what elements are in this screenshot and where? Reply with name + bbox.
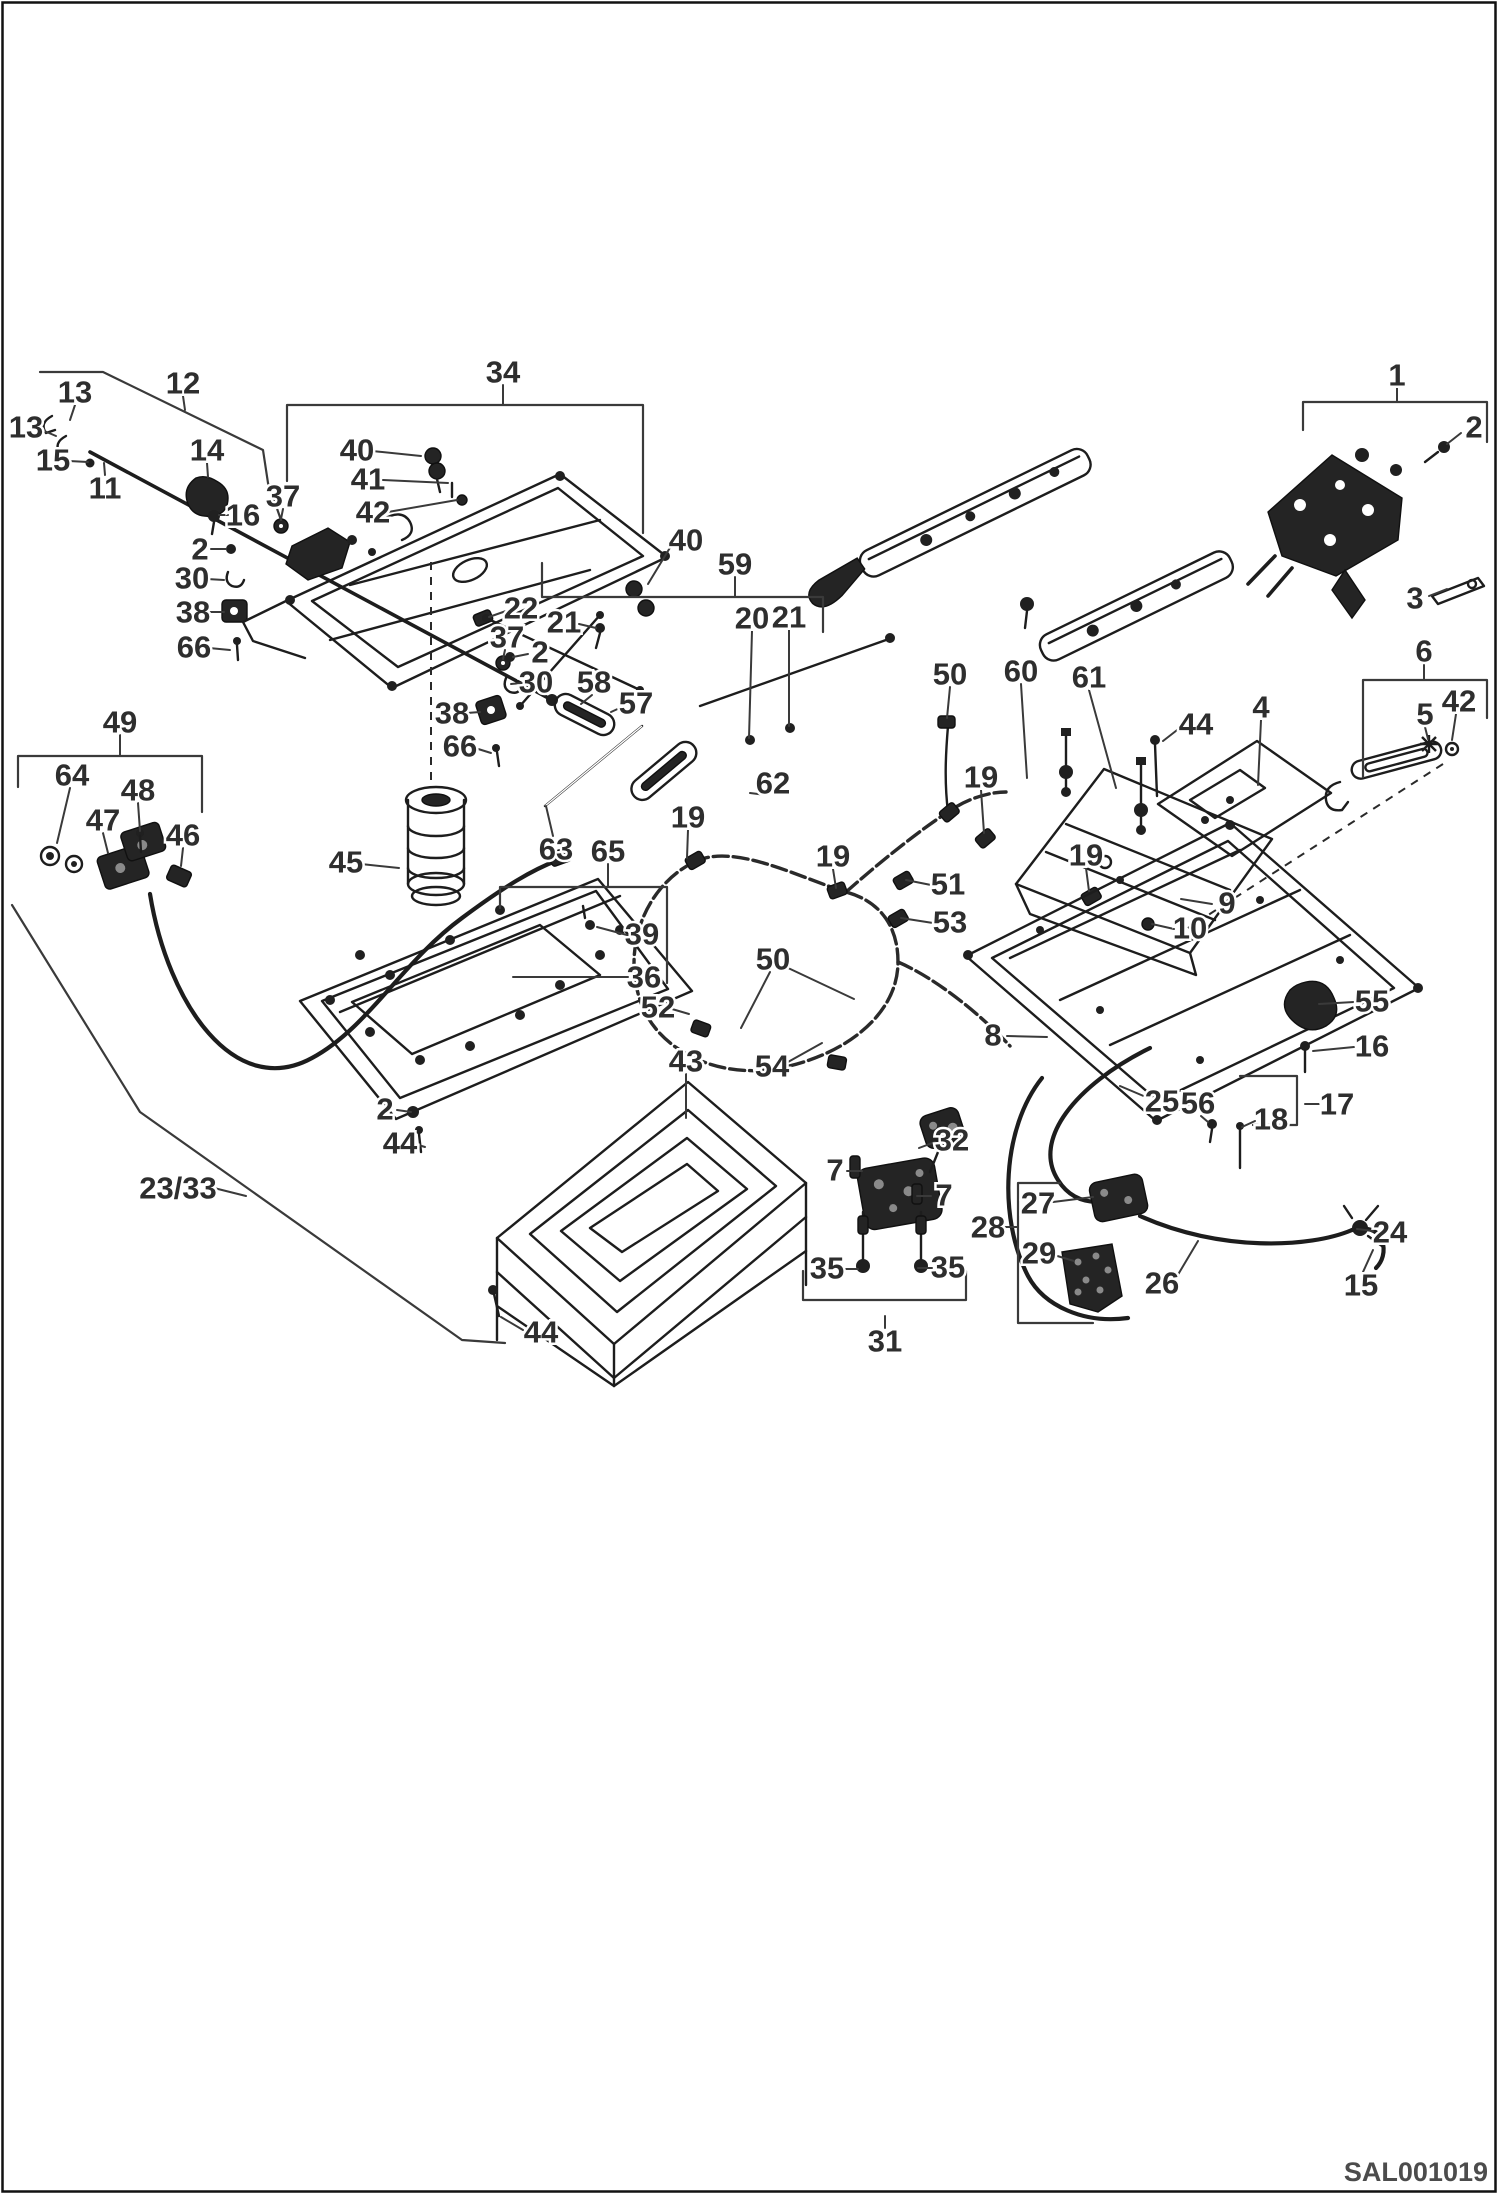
part-label-2: 2 [531,634,549,670]
part-label-32: 32 [934,1122,970,1158]
part-label-16: 16 [225,497,261,533]
part-label-18: 18 [1253,1101,1289,1137]
part-label-44: 44 [523,1314,559,1350]
part-label-40: 40 [339,432,375,468]
part-label-30: 30 [174,560,210,596]
part-label-47: 47 [85,802,121,838]
part-label-64: 64 [54,757,90,793]
part-label-52: 52 [640,989,676,1025]
part-label-19: 19 [815,838,851,874]
part-label-20: 20 [734,600,770,636]
part-label-2: 2 [1465,409,1483,445]
part-label-63: 63 [538,831,574,867]
part-label-39: 39 [624,916,660,952]
part-label-27: 27 [1020,1185,1056,1221]
part-label-66: 66 [176,629,212,665]
part-label-46: 46 [165,817,201,853]
part-label-16: 16 [1354,1028,1390,1064]
part-label-56: 56 [1180,1085,1216,1121]
part-label-25: 25 [1144,1083,1180,1119]
part-label-31: 31 [867,1323,903,1359]
part-label-5: 5 [1416,696,1434,732]
part-label-21: 21 [771,599,807,635]
part-label-34: 34 [485,354,521,390]
part-label-26: 26 [1144,1265,1180,1301]
part-label-44: 44 [1178,706,1214,742]
part-label-28: 28 [970,1209,1006,1245]
part-label-4: 4 [1252,689,1270,725]
part-label-45: 45 [328,844,364,880]
part-label-7: 7 [826,1152,844,1188]
part-label-54: 54 [754,1048,790,1084]
part-label-61: 61 [1071,659,1107,695]
part-label-2: 2 [376,1091,394,1127]
part-label-37: 37 [489,619,525,655]
part-label-22: 22 [503,590,539,626]
leader-line [1007,1036,1047,1037]
part-label-37: 37 [265,478,301,514]
star-bolt [1420,735,1438,753]
part-label-44: 44 [382,1125,418,1161]
part-label-60: 60 [1003,653,1039,689]
part-label-40: 40 [668,522,704,558]
part-label-41: 41 [350,461,386,497]
part-label-35: 35 [809,1250,845,1286]
part-label-42: 42 [355,494,391,530]
watermark: SAL001019 [1343,2157,1488,2187]
page-border [3,3,1496,2192]
part-label-13: 13 [57,374,93,410]
part-label-19: 19 [670,799,706,835]
part-label-19: 19 [1068,837,1104,873]
part-label-21: 21 [546,604,582,640]
part-label-55: 55 [1354,983,1390,1019]
part-label-24: 24 [1372,1214,1408,1250]
part-label-30: 30 [518,664,554,700]
part-label-19: 19 [963,759,999,795]
leader-line [69,461,88,462]
part-label-13: 13 [8,409,44,445]
part-label-2: 2 [191,531,209,567]
part-label-15: 15 [1343,1267,1379,1303]
part-label-15: 15 [35,442,71,478]
part-label-11: 11 [88,470,122,506]
part-label-65: 65 [590,833,626,869]
part-label-49: 49 [102,704,138,740]
part-label-58: 58 [576,664,612,700]
part-label-9: 9 [1218,885,1236,921]
part-label-6: 6 [1415,633,1433,669]
part-label-3: 3 [1406,580,1424,616]
part-label-10: 10 [1172,910,1208,946]
part-label-14: 14 [189,432,225,468]
part-label-42: 42 [1441,683,1477,719]
part-label-66: 66 [442,728,478,764]
part-label-36: 36 [626,959,662,995]
part-label-7: 7 [935,1177,953,1213]
part-label-59: 59 [717,546,753,582]
part-label-35: 35 [930,1249,966,1285]
part-label-23-33: 23/33 [139,1170,217,1206]
leader-line [207,579,224,580]
part-label-51: 51 [930,866,966,902]
part-label-17: 17 [1319,1086,1355,1122]
part-label-29: 29 [1021,1235,1057,1271]
part-label-1: 1 [1388,357,1406,393]
part-label-57: 57 [618,685,654,721]
part-label-12: 12 [165,365,201,401]
part-label-43: 43 [668,1043,704,1079]
part-label-50: 50 [755,941,791,977]
part-label-8: 8 [984,1017,1002,1053]
part-label-48: 48 [120,772,156,808]
part-label-53: 53 [932,904,968,940]
part-label-38: 38 [175,594,211,630]
part-label-50: 50 [932,656,968,692]
part-label-62: 62 [755,765,791,801]
part-label-38: 38 [434,695,470,731]
